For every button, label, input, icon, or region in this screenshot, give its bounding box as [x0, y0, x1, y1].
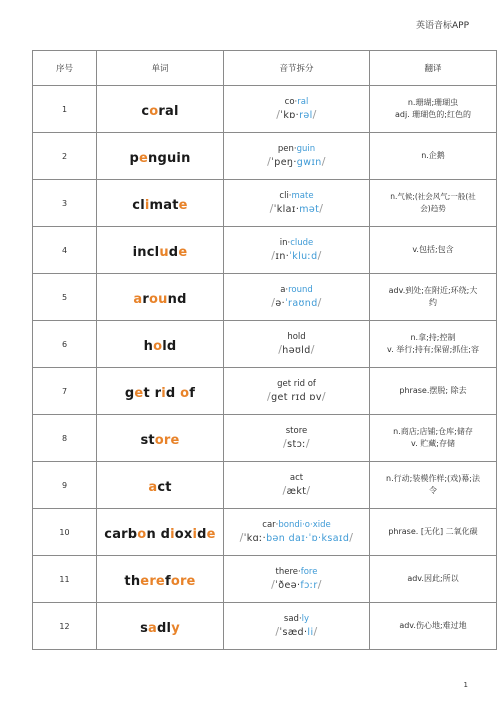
- syllable-cell: [224, 321, 370, 368]
- syllable-part: round: [288, 284, 313, 295]
- table-row: [33, 274, 497, 321]
- ipa-part: ˈraʊnd: [285, 297, 318, 309]
- syllable-split: [227, 472, 366, 484]
- row-index: 5: [33, 274, 97, 321]
- ipa-part: ˈpeŋ·: [271, 156, 297, 168]
- ipa-slash: /: [282, 483, 287, 497]
- translation-cell: [370, 462, 497, 509]
- ipa-transcription: [227, 531, 366, 546]
- ipa-slash: /: [310, 342, 315, 356]
- stressed-letters: o: [137, 526, 147, 542]
- translation-cell: [370, 180, 497, 227]
- translation-line: n.企鹅: [421, 151, 445, 160]
- word: [140, 433, 179, 448]
- word-letters: g: [124, 385, 135, 401]
- ipa-slash: /: [269, 201, 274, 215]
- word: [133, 292, 186, 307]
- syllable-cell: [224, 274, 370, 321]
- stressed-letters: i: [144, 197, 150, 213]
- word: [144, 339, 177, 354]
- ipa-transcription: [227, 155, 366, 170]
- table-row: [33, 321, 497, 368]
- table-row: [33, 180, 497, 227]
- translation-line: phrase.摆脱; 除去: [399, 386, 467, 395]
- syllable-split: [227, 519, 366, 531]
- table-row: [33, 227, 497, 274]
- syllable-split: [227, 425, 366, 437]
- stressed-letters: e: [134, 385, 144, 401]
- stressed-letters: o: [153, 338, 163, 354]
- ipa-part: ˈkɒ·: [280, 109, 300, 121]
- syllable-split: [227, 284, 366, 296]
- ipa-part: ˈkɑː·: [243, 532, 267, 544]
- ipa-part: mət: [299, 203, 320, 215]
- syllable-part: store: [285, 425, 308, 436]
- word-letters: d: [168, 244, 179, 260]
- word-cell: [97, 415, 224, 462]
- ipa-slash: /: [349, 530, 354, 544]
- word-letters: st: [140, 432, 155, 448]
- table-row: [33, 86, 497, 133]
- word-letters: carb: [104, 526, 138, 542]
- translation-line: n.气候;(社会风气;一般(社: [390, 192, 476, 201]
- syllable-part: cli·: [279, 190, 292, 201]
- translation-line: 令: [429, 486, 437, 495]
- row-index: 3: [33, 180, 97, 227]
- table-row: [33, 462, 497, 509]
- translation-line: n.行动;装模作样;(戏)幕;法: [386, 474, 480, 483]
- table-row: [33, 556, 497, 603]
- word-letters: t r: [143, 385, 162, 401]
- stressed-letters: a: [148, 620, 158, 636]
- header-index: 序号: [33, 51, 97, 86]
- syllable-cell: [224, 556, 370, 603]
- ipa-part: gwɪn: [296, 156, 322, 168]
- syllable-part: there·: [275, 566, 301, 577]
- syllable-part: act: [289, 472, 304, 483]
- row-index: 6: [33, 321, 97, 368]
- row-index: 1: [33, 86, 97, 133]
- syllable-part: hold: [287, 331, 306, 342]
- stressed-letters: e: [138, 150, 148, 166]
- word-letters: r: [142, 291, 150, 307]
- header-word: 单词: [97, 51, 224, 86]
- stressed-letters: e: [178, 244, 188, 260]
- translation-cell: [370, 415, 497, 462]
- translation-cell: [370, 227, 497, 274]
- word-cell: [97, 321, 224, 368]
- word-letters: f: [189, 385, 196, 401]
- translation-line: n.拿;持;控制: [410, 333, 456, 342]
- syllable-part: co·: [284, 96, 298, 107]
- ipa-part: li: [307, 626, 314, 638]
- ipa-part: stɔː: [287, 438, 306, 450]
- vocabulary-table: [32, 50, 497, 650]
- row-index: 4: [33, 227, 97, 274]
- word-letters: mat: [149, 197, 179, 213]
- stressed-letters: y: [171, 620, 180, 636]
- syllable-part: clude: [290, 237, 314, 248]
- translation-line: phrase. [无化] 二氧化碳: [388, 527, 478, 536]
- translation-line: v. 举行;持有;保留;抓住;容: [387, 345, 479, 354]
- stressed-letters: ere: [140, 573, 165, 589]
- app-title: 英语音标APP: [415, 21, 469, 31]
- translation-line: v.包括;包含: [412, 245, 454, 254]
- stressed-letters: o: [149, 103, 159, 119]
- row-index: 8: [33, 415, 97, 462]
- syllable-part: bondi·o·xide: [278, 519, 331, 530]
- page-number: 1: [463, 681, 468, 689]
- translation-line: n.珊瑚;珊瑚虫: [407, 98, 459, 107]
- ipa-slash: /: [313, 624, 318, 638]
- word-letters: n d: [146, 526, 171, 542]
- word-letters: d: [197, 526, 207, 542]
- syllable-split: [227, 378, 366, 390]
- word-letters: incl: [132, 244, 160, 260]
- ipa-slash: /: [317, 248, 322, 262]
- word-cell: [97, 274, 224, 321]
- word: [140, 621, 180, 636]
- ipa-transcription: [227, 437, 366, 452]
- word-letters: s: [140, 620, 149, 636]
- translation-line: adj. 珊瑚色的;红色的: [395, 110, 471, 119]
- stressed-letters: ou: [149, 291, 168, 307]
- table-row: [33, 509, 497, 556]
- ipa-slash: /: [275, 624, 280, 638]
- syllable-part: a·: [280, 284, 289, 295]
- ipa-part: ˈkluːd: [289, 250, 318, 262]
- word-letters: h: [143, 338, 154, 354]
- ipa-slash: /: [283, 436, 288, 450]
- word-cell: [97, 509, 224, 556]
- translation-line: adv.到处;在附近;环绕;大: [388, 286, 478, 295]
- stressed-letters: a: [148, 479, 158, 495]
- ipa-part: ə·: [275, 297, 285, 309]
- word-letters: c: [141, 103, 150, 119]
- ipa-part: get rɪd ɒv: [271, 391, 322, 403]
- word-letters: dl: [157, 620, 172, 636]
- table-row: [33, 133, 497, 180]
- stressed-letters: ore: [170, 573, 196, 589]
- translation-cell: [370, 556, 497, 603]
- ipa-slash: /: [267, 389, 272, 403]
- ipa-slash: /: [305, 436, 310, 450]
- syllable-split: [227, 96, 366, 108]
- stressed-letters: i: [170, 526, 175, 542]
- translation-line: 会)趋势: [420, 204, 446, 213]
- translation-cell: [370, 368, 497, 415]
- ipa-transcription: [227, 108, 366, 123]
- syllable-part: ly: [301, 613, 310, 624]
- header-translation: 翻译: [370, 51, 497, 86]
- ipa-slash: /: [312, 107, 317, 121]
- ipa-slash: /: [276, 107, 281, 121]
- syllable-cell: [224, 86, 370, 133]
- stressed-letters: u: [159, 244, 169, 260]
- ipa-transcription: [227, 484, 366, 499]
- table-row: [33, 603, 497, 650]
- ipa-slash: /: [271, 248, 276, 262]
- syllable-split: [227, 566, 366, 578]
- ipa-slash: /: [278, 342, 283, 356]
- ipa-transcription: [227, 249, 366, 264]
- ipa-slash: /: [267, 154, 272, 168]
- ipa-slash: /: [321, 154, 326, 168]
- row-index: 2: [33, 133, 97, 180]
- word-letters: ct: [157, 479, 172, 495]
- word-cell: [97, 86, 224, 133]
- word-letters: p: [129, 150, 139, 166]
- translation-line: adv.伤心地;难过地: [399, 621, 467, 630]
- ipa-slash: /: [317, 295, 322, 309]
- translation-line: v. 贮藏;存储: [411, 439, 455, 448]
- ipa-part: ˈklaɪ·: [273, 203, 300, 215]
- word-cell: [97, 133, 224, 180]
- word: [129, 151, 190, 166]
- word-letters: f: [164, 573, 171, 589]
- row-index: 7: [33, 368, 97, 415]
- word: [132, 198, 187, 213]
- word-letters: cl: [132, 197, 145, 213]
- ipa-part: rəl: [299, 109, 313, 121]
- row-index: 11: [33, 556, 97, 603]
- stressed-letters: a: [133, 291, 143, 307]
- syllable-cell: [224, 180, 370, 227]
- syllable-cell: [224, 509, 370, 556]
- word-letters: th: [124, 573, 141, 589]
- translation-cell: [370, 321, 497, 368]
- ipa-transcription: [227, 390, 366, 405]
- ipa-slash: /: [317, 577, 322, 591]
- ipa-part: ˈðeə·: [275, 579, 301, 591]
- word: [133, 245, 188, 260]
- ipa-part: həʊld: [282, 344, 311, 356]
- word-letters: nguin: [148, 150, 191, 166]
- table-header-row: [33, 51, 497, 86]
- word-cell: [97, 180, 224, 227]
- row-index: 9: [33, 462, 97, 509]
- syllable-split: [227, 143, 366, 155]
- translation-cell: [370, 133, 497, 180]
- syllable-split: [227, 331, 366, 343]
- table-row: [33, 415, 497, 462]
- row-index: 12: [33, 603, 97, 650]
- syllable-part: ral: [297, 96, 309, 107]
- row-index: 10: [33, 509, 97, 556]
- syllable-part: sad·: [283, 613, 302, 624]
- syllable-split: [227, 237, 366, 249]
- ipa-transcription: [227, 625, 366, 640]
- translation-line: 约: [429, 298, 437, 307]
- ipa-slash: /: [239, 530, 244, 544]
- ipa-slash: /: [321, 389, 326, 403]
- syllable-split: [227, 613, 366, 625]
- word-cell: [97, 368, 224, 415]
- table-row: [33, 368, 497, 415]
- ipa-part: ækt: [286, 485, 307, 497]
- translation-cell: [370, 274, 497, 321]
- stressed-letters: e: [178, 197, 188, 213]
- ipa-transcription: [227, 296, 366, 311]
- ipa-slash: /: [271, 577, 276, 591]
- word: [124, 574, 195, 589]
- syllable-split: [227, 190, 366, 202]
- stressed-letters: i: [192, 526, 198, 542]
- syllable-cell: [224, 415, 370, 462]
- word-letters: ral: [158, 103, 179, 119]
- stressed-letters: i: [161, 385, 166, 401]
- syllable-cell: [224, 603, 370, 650]
- translation-cell: [370, 509, 497, 556]
- syllable-part: car·: [262, 519, 279, 530]
- ipa-part: bən daɪ·ˈɒ·ksaɪd: [266, 532, 350, 544]
- ipa-slash: /: [319, 201, 324, 215]
- syllable-part: get rid of: [277, 378, 316, 389]
- ipa-part: ɪn·: [275, 250, 290, 262]
- ipa-transcription: [227, 343, 366, 358]
- word: [104, 527, 215, 542]
- word-letters: ld: [162, 338, 177, 354]
- ipa-slash: /: [306, 483, 311, 497]
- stressed-letters: o: [180, 385, 190, 401]
- stressed-letters: ore: [154, 432, 180, 448]
- translation-cell: [370, 86, 497, 133]
- syllable-cell: [224, 368, 370, 415]
- syllable-part: guin: [296, 143, 316, 154]
- table-body: [33, 86, 497, 650]
- ipa-transcription: [227, 578, 366, 593]
- ipa-transcription: [227, 202, 366, 217]
- ipa-slash: /: [271, 295, 276, 309]
- translation-line: adv.因此;所以: [407, 574, 459, 583]
- word-cell: [97, 227, 224, 274]
- word-cell: [97, 556, 224, 603]
- stressed-letters: e: [206, 526, 216, 542]
- ipa-part: fɔːr: [300, 579, 318, 591]
- word: [125, 386, 195, 401]
- syllable-part: fore: [300, 566, 318, 577]
- syllable-part: mate: [291, 190, 314, 201]
- header-syllables: 音节拆分: [224, 51, 370, 86]
- syllable-cell: [224, 462, 370, 509]
- syllable-cell: [224, 227, 370, 274]
- word-letters: d: [165, 385, 181, 401]
- ipa-part: ˈsæd·: [279, 626, 308, 638]
- translation-cell: [370, 603, 497, 650]
- syllable-part: in·: [279, 237, 291, 248]
- word-letters: ox: [174, 526, 193, 542]
- word: [141, 104, 178, 119]
- syllable-cell: [224, 133, 370, 180]
- translation-line: n.商店;店铺;仓库;储存: [393, 427, 473, 436]
- word-letters: nd: [167, 291, 187, 307]
- word: [148, 480, 171, 495]
- word-cell: [97, 462, 224, 509]
- word-cell: [97, 603, 224, 650]
- syllable-part: pen·: [277, 143, 297, 154]
